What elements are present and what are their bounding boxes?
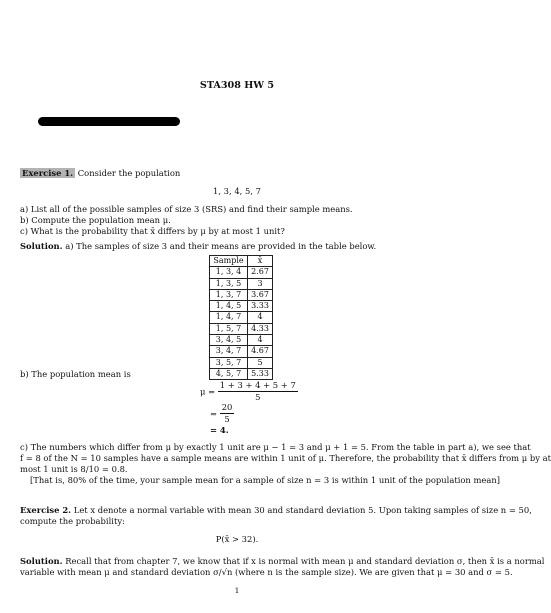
mu-eq-num1: 1 + 3 + 4 + 5 + 7 xyxy=(219,380,296,390)
table-cell-mean: 4.67 xyxy=(248,346,273,357)
exercise2-line2: compute the probability: xyxy=(20,516,125,526)
exercise1-label: Exercise 1. xyxy=(22,168,74,178)
exercise2-label: Exercise 2. xyxy=(20,505,72,515)
solution1-b: b) The population mean is xyxy=(20,369,131,379)
table-cell-sample: 1, 3, 5 xyxy=(210,278,248,289)
table-row xyxy=(210,335,273,346)
solution2-line1 xyxy=(20,556,544,566)
mu-eq-fraction2 xyxy=(220,402,235,425)
exercise2-probability: P(x̄ > 32). xyxy=(215,534,259,544)
table-cell-mean: 5 xyxy=(248,357,273,368)
table-row xyxy=(210,301,273,312)
table-row xyxy=(210,368,273,379)
table-cell-sample: 1, 3, 7 xyxy=(210,289,248,300)
exercise1-part-a: a) List all of the possible samples of size 3 (SRS) and find their sample means. xyxy=(20,204,353,214)
exercise2-line1 xyxy=(20,505,532,515)
samples-table xyxy=(209,255,273,380)
table-cell-mean: 4 xyxy=(248,312,273,323)
table-row xyxy=(210,267,273,278)
mu-eq-den2: 5 xyxy=(224,414,230,424)
exercise1-part-b: b) Compute the population mean μ. xyxy=(20,215,171,225)
exercise1-part-c: c) What is the probability that x̄ differs by μ by at most 1 unit? xyxy=(20,226,285,236)
table-cell-mean: 4.33 xyxy=(248,323,273,334)
table-cell-sample: 3, 5, 7 xyxy=(210,357,248,368)
table-cell-mean: 4 xyxy=(248,335,273,346)
solution1-a xyxy=(20,241,376,251)
solution1-c-line1: c) The numbers which differ from μ by exactly 1 unit are μ − 1 = 3 and μ + 1 = 5. From the table in part a), we see that xyxy=(20,442,531,452)
page-title: STA308 HW 5 xyxy=(199,80,275,91)
solution1-a-text: a) The samples of size 3 and their means are provided in the table below. xyxy=(62,241,377,251)
table-row xyxy=(210,357,273,368)
mu-eq-den1: 5 xyxy=(255,392,261,402)
exercise2-text1: Let x denote a normal variable with mean 30 and standard deviation 5. Upon taking samples of size n = 50, xyxy=(71,505,532,515)
table-row xyxy=(210,346,273,357)
solution1-c-line3: most 1 unit is 8/10 = 0.8. xyxy=(20,464,128,474)
solution2-text1: Recall that from chapter 7, we know that if x is normal with mean μ and standard deviation σ, then x̄ is a normal xyxy=(62,556,545,566)
table-row xyxy=(210,289,273,300)
table-cell-sample: 4, 5, 7 xyxy=(210,368,248,379)
exercise1-heading xyxy=(20,168,180,178)
solution2-line2: variable with mean μ and standard deviation σ/√n (where n is the sample size). We are given that μ = 30 and σ = 5. xyxy=(20,567,513,577)
mu-equation-line1 xyxy=(200,380,298,403)
table-cell-sample: 1, 5, 7 xyxy=(210,323,248,334)
mu-equation-line3: = 4. xyxy=(210,425,229,435)
table-cell-mean: 3 xyxy=(248,278,273,289)
table-cell-mean: 3.67 xyxy=(248,289,273,300)
exercise1-intro: Consider the population xyxy=(75,168,181,178)
population-set: 1, 3, 4, 5, 7 xyxy=(213,186,261,196)
solution1-c-line2: f = 8 of the N = 10 samples have a sample means are within 1 unit of μ. Therefore, the probability that x̄ differs from μ by at xyxy=(20,453,551,463)
table-header-mean: x̄ xyxy=(248,256,273,267)
table-cell-sample: 3, 4, 5 xyxy=(210,335,248,346)
solution1-c-note: [That is, 80% of the time, your sample mean for a sample of size n = 3 is within 1 unit of the population mean] xyxy=(30,475,501,485)
table-row xyxy=(210,312,273,323)
table-cell-mean: 3.33 xyxy=(248,301,273,312)
mu-eq-num2: 20 xyxy=(221,402,233,412)
mu-eq-equals: = xyxy=(210,408,218,419)
table-row xyxy=(210,323,273,334)
mu-eq-lhs: μ = xyxy=(200,386,216,397)
table-cell-mean: 5.33 xyxy=(248,368,273,379)
table-cell-sample: 1, 4, 7 xyxy=(210,312,248,323)
table-cell-mean: 2.67 xyxy=(248,267,273,278)
samples-table-wrap xyxy=(209,255,273,380)
mu-equation-line2 xyxy=(210,402,234,425)
mu-eq-fraction1 xyxy=(218,380,298,403)
table-cell-sample: 1, 3, 4 xyxy=(210,267,248,278)
table-row xyxy=(210,278,273,289)
solution2-label: Solution. xyxy=(20,556,63,566)
table-header-row xyxy=(210,256,273,267)
table-header-sample: Sample xyxy=(210,256,248,267)
page-number: 1 xyxy=(234,586,240,595)
table-cell-sample: 3, 4, 7 xyxy=(210,346,248,357)
table-cell-sample: 1, 4, 5 xyxy=(210,301,248,312)
redacted-name-bar xyxy=(38,117,180,126)
solution1-label: Solution. xyxy=(20,241,63,251)
